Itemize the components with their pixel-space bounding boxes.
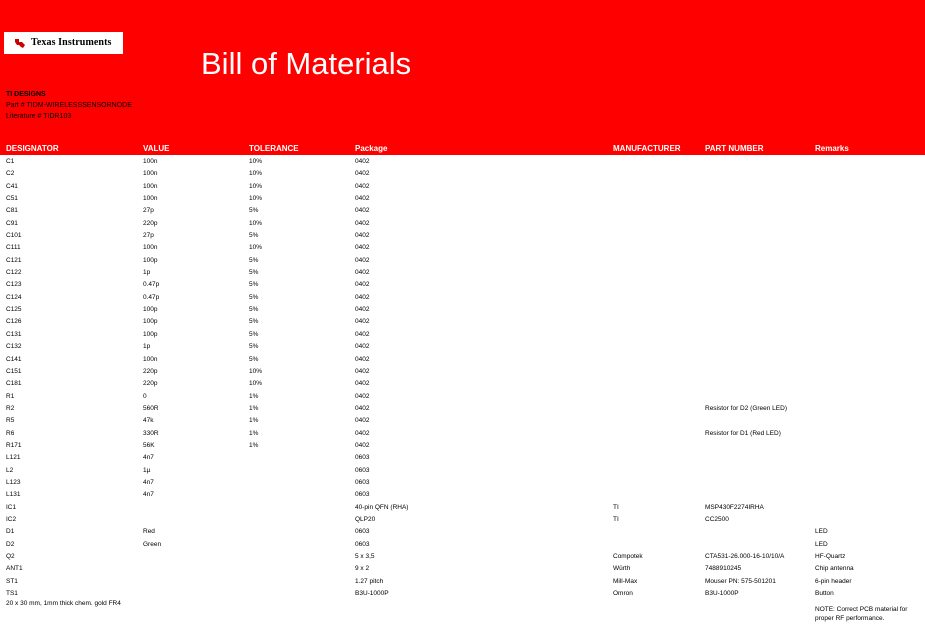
header-band — [0, 0, 925, 155]
table-row — [0, 304, 925, 316]
cell-package: 0402 — [355, 306, 370, 314]
cell-package: 0402 — [355, 207, 370, 215]
table-row — [0, 576, 925, 588]
table-row — [0, 156, 925, 168]
table-row — [0, 218, 925, 230]
table-row — [0, 366, 925, 378]
table-row — [0, 230, 925, 242]
cell-designator: IC1 — [6, 503, 17, 511]
cell-value: 330R — [143, 429, 159, 437]
cell-tolerance: 1% — [249, 429, 259, 437]
cell-designator: C141 — [6, 355, 22, 363]
cell-package: 0402 — [355, 392, 370, 400]
cell-package: 0402 — [355, 158, 370, 165]
cell-package: 5 x 3,5 — [355, 553, 375, 560]
table-row — [0, 440, 925, 452]
cell-designator: C101 — [6, 232, 22, 240]
cell-package: 0402 — [355, 404, 370, 412]
table-row — [0, 514, 925, 526]
cell-package: 1.27 pitch — [355, 577, 384, 585]
cell-package: 0402 — [355, 441, 370, 449]
cell-part-number: CC2500 — [705, 515, 729, 523]
table-row — [0, 403, 925, 415]
table-row — [0, 551, 925, 563]
cell-package: 0603 — [355, 454, 370, 462]
cell-package: 0402 — [355, 318, 370, 326]
cell-designator: C122 — [6, 269, 22, 277]
table-row — [0, 415, 925, 427]
cell-package: 0402 — [355, 330, 370, 338]
cell-designator: R6 — [6, 429, 15, 437]
meta-line: TI DESIGNS — [6, 91, 46, 98]
cell-package: 0402 — [355, 256, 370, 264]
cell-part-number: 7488910245 — [705, 565, 742, 573]
cell-remarks: HF-Quartz — [815, 553, 846, 560]
table-row — [0, 354, 925, 366]
cell-designator: L2 — [6, 466, 14, 474]
table-row — [0, 193, 925, 205]
cell-tolerance: 5% — [249, 232, 259, 240]
cell-value: 4n7 — [143, 478, 154, 486]
cell-tolerance: 10% — [249, 219, 263, 227]
texas-state-icon — [14, 37, 26, 49]
meta-line: Literature # TIDR103 — [6, 113, 72, 120]
cell-tolerance: 10% — [249, 158, 263, 165]
cell-tolerance: 10% — [249, 244, 263, 252]
cell-designator: L131 — [6, 491, 21, 499]
cell-tolerance: 10% — [249, 380, 263, 388]
table-row — [0, 181, 925, 193]
table-row — [0, 465, 925, 477]
cell-package: 0402 — [355, 417, 370, 425]
cell-designator: C121 — [6, 256, 22, 264]
cell-part-number: Mouser PN: 575-501201 — [705, 577, 776, 585]
cell-value: 100p — [143, 330, 158, 338]
cell-designator: D2 — [6, 540, 15, 548]
cell-tolerance: 10% — [249, 170, 263, 178]
cell-value: 100p — [143, 318, 158, 326]
column-header-designator: DESIGNATOR — [6, 144, 59, 153]
table-row — [0, 428, 925, 440]
cell-tolerance: 10% — [249, 195, 263, 203]
cell-designator: C131 — [6, 330, 22, 338]
cell-designator: C41 — [6, 182, 18, 190]
cell-designator: C51 — [6, 195, 18, 203]
cell-value: 100n — [143, 355, 158, 363]
cell-remarks: 6-pin header — [815, 577, 852, 585]
cell-package: 0402 — [355, 269, 370, 277]
cell-designator: R1 — [6, 392, 15, 400]
cell-part-number: MSP430F2274IRHA — [705, 503, 764, 511]
cell-value: 0 — [143, 392, 147, 400]
cell-tolerance: 1% — [249, 404, 259, 412]
cell-tolerance: 5% — [249, 318, 259, 326]
cell-remarks: Chip antenna — [815, 565, 854, 573]
cell-designator: R5 — [6, 417, 15, 425]
column-header-remarks: Remarks — [815, 144, 849, 153]
cell-designator: C126 — [6, 318, 22, 326]
cell-remarks: Button — [815, 590, 834, 598]
cell-value: 100n — [143, 195, 158, 203]
cell-tolerance: 10% — [249, 182, 263, 190]
table-row — [0, 329, 925, 341]
cell-value: 560R — [143, 404, 159, 412]
cell-package: 0402 — [355, 367, 370, 375]
cell-value: 1p — [143, 343, 151, 351]
cell-designator: C123 — [6, 281, 22, 289]
table-row — [0, 477, 925, 489]
cell-part-number: B3U-1000P — [705, 590, 739, 598]
cell-value: 220p — [143, 380, 158, 388]
table-row — [0, 588, 925, 600]
cell-remarks: LED — [815, 540, 828, 548]
cell-value: 100n — [143, 170, 158, 178]
cell-value: 100n — [143, 158, 158, 165]
table-row — [0, 316, 925, 328]
cell-tolerance: 5% — [249, 256, 259, 264]
cell-package: 0402 — [355, 182, 370, 190]
cell-tolerance: 1% — [249, 392, 259, 400]
cell-value: 100n — [143, 182, 158, 190]
cell-designator: C151 — [6, 367, 22, 375]
table-header — [0, 143, 925, 155]
table-row — [0, 391, 925, 403]
cell-package: 0603 — [355, 491, 370, 499]
table-row — [0, 489, 925, 501]
cell-package: 40-pin QFN (RHA) — [355, 503, 409, 511]
table-row — [0, 292, 925, 304]
cell-value: 100p — [143, 256, 158, 264]
document-meta — [6, 89, 132, 122]
cell-tolerance: 5% — [249, 330, 259, 338]
column-header-value: VALUE — [143, 144, 170, 153]
cell-value: 1µ — [143, 466, 151, 474]
cell-package: 0402 — [355, 355, 370, 363]
cell-manufacturer: TI — [613, 503, 619, 511]
cell-value: 100n — [143, 244, 158, 252]
bom-table-body — [0, 156, 925, 600]
cell-part-number: CTA531-26.000-16-10/10/A — [705, 553, 785, 560]
cell-designator: C132 — [6, 343, 22, 351]
cell-designator: L121 — [6, 454, 21, 462]
cell-designator: ANT1 — [6, 565, 23, 573]
cell-manufacturer: TI — [613, 515, 619, 523]
cell-package: 0402 — [355, 244, 370, 252]
cell-value: 0.47p — [143, 281, 160, 289]
ti-logo — [4, 32, 123, 54]
cell-designator: C111 — [6, 244, 21, 252]
cell-package: B3U-1000P — [355, 590, 389, 598]
cell-value: 220p — [143, 367, 158, 375]
cell-value: 47k — [143, 417, 154, 425]
cell-designator: C91 — [6, 219, 18, 227]
remarks-note: NOTE: Correct PCB material for proper RF performance. — [815, 606, 908, 622]
cell-package: 0402 — [355, 232, 370, 240]
cell-package: 0402 — [355, 293, 370, 301]
cell-tolerance: 1% — [249, 441, 259, 449]
cell-tolerance: 5% — [249, 207, 259, 215]
table-row — [0, 267, 925, 279]
cell-package: 0603 — [355, 540, 370, 548]
cell-part-number: Resistor for D2 (Green LED) — [705, 404, 787, 412]
cell-manufacturer: Mill-Max — [613, 577, 638, 585]
meta-line: Part # TIDM-WIRELESSSENSORNODE — [6, 102, 132, 109]
cell-tolerance: 5% — [249, 355, 259, 363]
cell-manufacturer: Würth — [613, 565, 631, 573]
column-header-part-number: PART NUMBER — [705, 144, 764, 153]
table-row — [0, 242, 925, 254]
cell-designator: C125 — [6, 306, 22, 314]
cell-value: 1p — [143, 269, 151, 277]
cell-package: 0402 — [355, 195, 370, 203]
table-row — [0, 539, 925, 551]
cell-designator: C181 — [6, 380, 22, 388]
cell-tolerance: 5% — [249, 306, 259, 314]
cell-package: 0402 — [355, 219, 370, 227]
cell-value: 220p — [143, 219, 158, 227]
cell-designator: C81 — [6, 207, 18, 215]
table-row — [0, 452, 925, 464]
cell-package: 9 x 2 — [355, 565, 370, 573]
cell-value: 27p — [143, 207, 154, 215]
cell-value: 56K — [143, 441, 155, 449]
table-row — [0, 563, 925, 575]
cell-value: 100p — [143, 306, 158, 314]
cell-designator: ST1 — [6, 577, 18, 585]
table-row — [0, 279, 925, 291]
table-row — [0, 205, 925, 217]
cell-designator: L123 — [6, 478, 21, 486]
cell-manufacturer: Omron — [613, 590, 633, 598]
cell-package: 0402 — [355, 170, 370, 178]
cell-value: Green — [143, 540, 162, 548]
table-row — [0, 168, 925, 180]
column-header-tolerance: TOLERANCE — [249, 144, 299, 153]
cell-package: 0402 — [355, 281, 370, 289]
table-row — [0, 255, 925, 267]
table-row — [0, 378, 925, 390]
column-header-package: Package — [355, 144, 388, 153]
table-row — [0, 526, 925, 538]
cell-package: 0603 — [355, 528, 370, 536]
logo-text: Texas Instruments — [31, 37, 112, 48]
cell-designator: C2 — [6, 170, 15, 178]
cell-designator: IC2 — [6, 515, 17, 523]
cell-package: 0402 — [355, 429, 370, 437]
table-row — [0, 502, 925, 514]
cell-designator: C124 — [6, 293, 22, 301]
cell-value: 0.47p — [143, 293, 160, 301]
cell-part-number: Resistor for D1 (Red LED) — [705, 429, 781, 437]
cell-designator: C1 — [6, 158, 15, 165]
cell-tolerance: 5% — [249, 269, 259, 277]
cell-designator: D1 — [6, 528, 15, 536]
cell-package: 0603 — [355, 466, 370, 474]
cell-tolerance: 5% — [249, 293, 259, 301]
cell-designator: R171 — [6, 441, 22, 449]
cell-value: 27p — [143, 232, 154, 240]
pcb-footnote: 20 x 30 mm, 1mm thick chem. gold FR4 — [6, 600, 121, 607]
cell-designator: R2 — [6, 404, 15, 412]
table-row — [0, 341, 925, 353]
cell-remarks: LED — [815, 528, 828, 536]
cell-tolerance: 5% — [249, 281, 259, 289]
cell-designator: TS1 — [6, 590, 18, 598]
cell-value: 4n7 — [143, 454, 154, 462]
page-title: Bill of Materials — [201, 46, 412, 81]
cell-package: QLP20 — [355, 515, 376, 523]
cell-package: 0402 — [355, 343, 370, 351]
cell-package: 0402 — [355, 380, 370, 388]
cell-package: 0603 — [355, 478, 370, 486]
cell-designator: Q2 — [6, 553, 15, 560]
cell-value: Red — [143, 528, 155, 536]
cell-manufacturer: Compotek — [613, 553, 643, 560]
cell-tolerance: 10% — [249, 367, 263, 375]
column-header-manufacturer: MANUFACTURER — [613, 144, 681, 153]
cell-tolerance: 5% — [249, 343, 259, 351]
cell-value: 4n7 — [143, 491, 154, 499]
cell-tolerance: 1% — [249, 417, 259, 425]
